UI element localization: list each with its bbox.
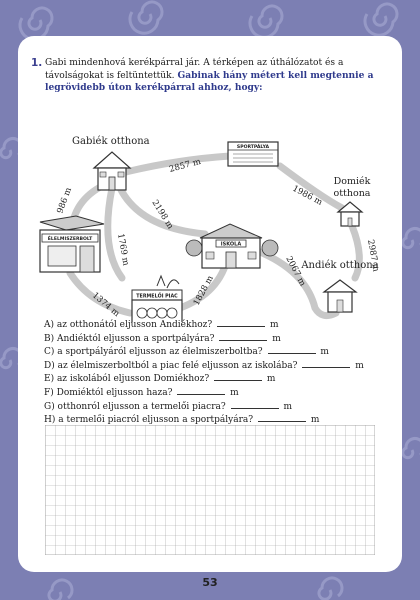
answer-blank-c[interactable] bbox=[268, 345, 316, 354]
grocery-store-icon bbox=[40, 216, 104, 272]
label-iskola: ISKOLA bbox=[220, 241, 242, 248]
road-map bbox=[30, 108, 392, 322]
distance-gabi-piac: 1769 m bbox=[115, 232, 131, 267]
distance-piac-iskola: 1828 m bbox=[191, 274, 216, 308]
answer-grid[interactable] bbox=[45, 425, 375, 555]
task-text: Gabi mindenhová kerékpárral jár. A térképen az úthálózatot és a távolságokat is feltüntettük. bbox=[45, 58, 344, 81]
question-e: E) az iskolából eljusson Domiékhoz? m bbox=[44, 374, 276, 385]
answer-blank-h[interactable] bbox=[258, 413, 306, 422]
question-h: H) a termelői piacról eljusson a sportpályára? m bbox=[44, 415, 320, 426]
house-icon-andi bbox=[324, 280, 356, 312]
question-d: D) az élelmiszerboltból a piac felé eljusson az iskolába? m bbox=[44, 360, 364, 371]
distance-elelmiszer-piac: 1374 m bbox=[90, 290, 122, 320]
distance-iskola-andi: 2067 m bbox=[283, 254, 308, 289]
label-elelmiszer: ÉLELMISZERBOLT bbox=[47, 237, 93, 242]
question-a: A) az otthonától eljusson Andiékhoz? m bbox=[44, 320, 279, 330]
question-b: B) Andiéktól eljusson a sportpályára? m bbox=[44, 333, 281, 344]
answer-blank-g[interactable] bbox=[231, 400, 279, 409]
distance-domi-andi: 2987 m bbox=[365, 238, 381, 273]
label-andi: Andiék otthona bbox=[301, 260, 379, 271]
answer-blank-f[interactable] bbox=[177, 386, 225, 395]
label-domi-line2: otthona bbox=[333, 188, 371, 199]
worksheet-page bbox=[18, 36, 402, 572]
label-domi-line1: Domiék bbox=[333, 176, 371, 187]
label-piac: TERMELŐI PIAC bbox=[136, 294, 178, 300]
distance-sport-domi: 1986 m bbox=[290, 183, 324, 208]
label-sport: SPORTPÁLYA bbox=[236, 145, 270, 150]
task-1 bbox=[31, 58, 393, 95]
house-icon-gabi bbox=[94, 152, 130, 190]
question-f: F) Domiéktól eljusson haza? m bbox=[44, 387, 239, 398]
page-number: 53 bbox=[202, 576, 218, 589]
question-list bbox=[44, 318, 364, 427]
answer-blank-a[interactable] bbox=[217, 318, 265, 327]
task-question: Gabinak hány métert kell megtennie a legrövidebb úton kerékpárral ahhoz, hogy: bbox=[45, 69, 374, 94]
distance-gabi-sport: 2857 m bbox=[168, 156, 203, 175]
task-number: 1. bbox=[31, 57, 43, 69]
distance-gabi-iskola: 2198 m bbox=[149, 198, 176, 232]
answer-blank-d[interactable] bbox=[302, 359, 350, 368]
label-gabi: Gabiék otthona bbox=[72, 136, 150, 147]
answer-blank-e[interactable] bbox=[214, 372, 262, 381]
task-statement bbox=[45, 58, 393, 95]
question-g: G) otthonról eljusson a termelői piacra? m bbox=[44, 401, 292, 412]
answer-blank-b[interactable] bbox=[219, 332, 267, 341]
question-c: C) a sportpályáról eljusson az élelmiszerboltba? m bbox=[44, 347, 329, 358]
distance-gabi-elelmiszer: 986 m bbox=[55, 186, 75, 216]
